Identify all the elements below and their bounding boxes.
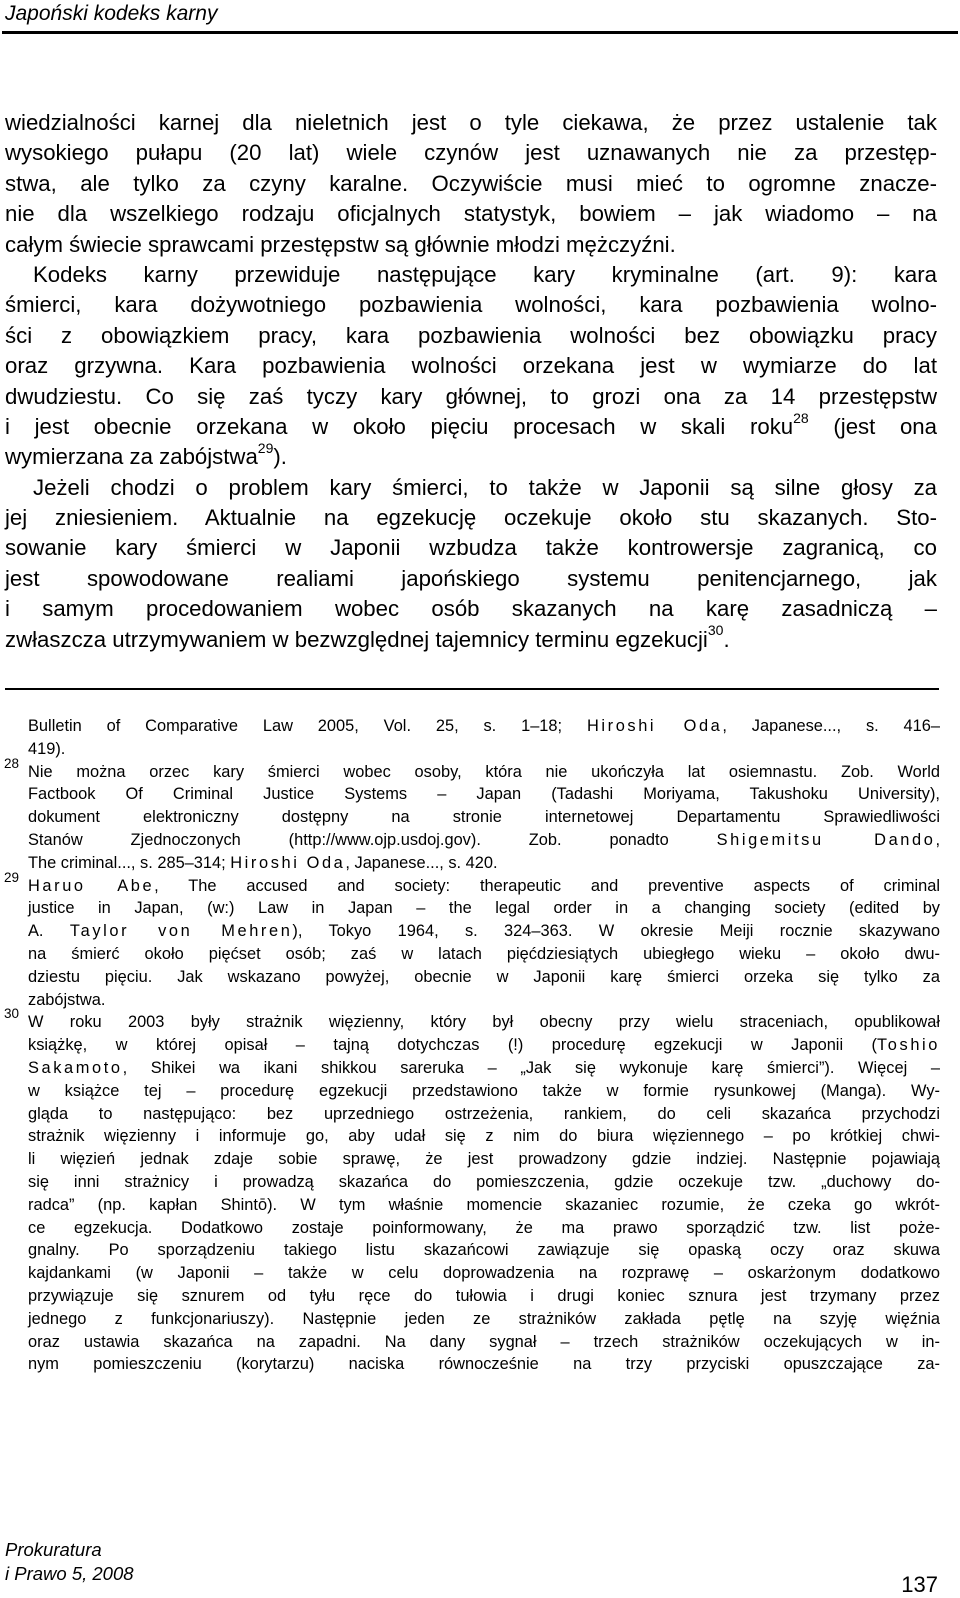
text-line: wiedzialności karnej dla nieletnich jest o tyle ciekawa, że przez ustalenie tak [5, 110, 937, 135]
footnotes [4, 715, 940, 1376]
author-name: Toshio [877, 1036, 940, 1055]
footnote-line: na śmierć około pięćset osób; zaś w latach pięćdziesiątych ubiegłego wieku – około dwu- [28, 944, 940, 963]
author-name: Haruo Abe [28, 876, 155, 895]
text-line [5, 409, 937, 442]
text-line: stwa, ale tylko za czyny karalne. Oczywiście musi mieć to ogromne znacze- [5, 170, 937, 196]
footnote-line [28, 829, 940, 852]
footnote-line: strażnik więzienny i informuje go, aby udał się z nim do biura więziennego – po krótkiej chwi- [28, 1127, 940, 1146]
journal-footer [5, 1538, 134, 1586]
text-fragment: , Japanese..., s. 420. [345, 853, 498, 872]
text-line: dwudziestu. Co się zaś tyczy kary głównej, to grozi ona za 14 przestępstw [5, 383, 937, 409]
footnote-line: nym pomieszczeniu (korytarzu) naciska równocześnie na trzy przyciski opuszczające za- [28, 1355, 940, 1374]
footnote-number: 28 [4, 755, 20, 771]
footnote-line: jednego z funkcjonariuszy). Następnie jeden ze strażników zakłada pętlę na szyję więźnia [28, 1309, 940, 1328]
footnote-line: ce egzekucja. Dodatkowo zostaje poinformowany, że ma prawo sporządzić tzw. list poże- [28, 1218, 940, 1237]
text-fragment: The criminal..., s. 285–314; [28, 853, 231, 872]
text-fragment: i jest obecnie orzekana w około pięciu procesach w skali roku [5, 413, 794, 439]
footnote-ref-30[interactable]: 30 [707, 622, 724, 639]
footnote-line: li więzień jednak zdaje sobie sprawę, że jest prowadzony gdzie indziej. Następnie pojawiają [28, 1150, 940, 1169]
footnote-28 [4, 755, 940, 784]
text-fragment: , [935, 830, 940, 849]
author-name: Sakamoto [28, 1058, 123, 1077]
footnote-line: zabójstwa. [28, 990, 106, 1009]
main-text [5, 108, 937, 655]
footnote-number: 30 [4, 1006, 20, 1022]
text-line: wysokiego pułapu (20 lat) wiele czynów jest uznawanych nie za przestęp- [5, 140, 937, 166]
text-fragment: , The accused and society: therapeutic and preventive aspects of criminal [154, 876, 940, 895]
footnote-29 [4, 869, 940, 898]
footnote-30 [4, 1006, 940, 1034]
author-name: Hiroshi Oda [586, 717, 723, 735]
running-title: Japoński kodeks karny [5, 2, 218, 25]
footnote-line: Factbook Of Criminal Justice Systems – Japan (Tadashi Moriyama, Takushoku University), [28, 785, 940, 804]
footnote-ref-29[interactable]: 29 [257, 439, 274, 456]
text-fragment: W roku 2003 były strażnik więzienny, który był obecny przy wielu straceniach, opublikował [28, 1013, 940, 1032]
text-fragment: A. [28, 922, 70, 941]
text-fragment: książkę, w której opisał – tajną dotychczas (!) procedurę egzekucji w Japonii ( [28, 1036, 878, 1055]
footnote-line: justice in Japan, (w:) Law in Japan – the legal order in a changing society (edited by [28, 899, 940, 918]
text-fragment: . [723, 626, 730, 652]
footnote-ref-28[interactable]: 28 [793, 409, 809, 426]
author-name: Shigemitsu Dando [716, 830, 936, 849]
footnote-line: radca” (np. kapłan Shintō). W tym właśnie momencie skazaniec rozumie, że czeka go wkrót- [28, 1195, 940, 1214]
text-fragment: Stanów Zjednoczonych (http://www.ojp.usdoj.gov). Zob. ponadto [28, 830, 717, 849]
footnote-line: dziestu pięciu. Jak wskazano powyżej, obecnie w Japonii karę śmierci orzeka się tylko za [28, 967, 940, 986]
journal-issue: i Prawo 5, 2008 [5, 1563, 134, 1584]
text-line: ści z obowiązkiem pracy, kara pozbawienia wolności bez obowiązku pracy [5, 322, 937, 348]
text-line: i samym procedowaniem wobec osób skazanych na karę zasadniczą – [5, 596, 937, 622]
footnote-line [28, 1034, 940, 1057]
journal-name: Prokuratura [5, 1539, 102, 1560]
text-line: Kodeks karny przewiduje następujące kary kryminalne (art. 9): kara [33, 261, 937, 287]
footnote-line: 419). [28, 739, 66, 758]
footnote-line: przywiązuje się sznurem od tyłu ręce do tułowia i drugi koniec sznura jest trzymany przez [28, 1286, 940, 1305]
text-fragment: ). [273, 444, 287, 470]
footnote-line [28, 920, 940, 943]
footnote-line: się inni strażnicy i prowadzą skazańca do pomieszczenia, gdzie oczekuje tzw. „duchowy do- [28, 1172, 940, 1191]
text-line [5, 439, 937, 472]
text-fragment: ), Tokyo 1964, s. 324–363. W okresie Meiji rocznie skazywano [292, 922, 940, 941]
text-line: jej zniesieniem. Aktualnie na egzekucję oczekuje około stu skazanych. Sto- [5, 505, 937, 531]
text-line: jest spowodowane realiami japońskiego systemu penitencjarnego, jak [5, 565, 937, 591]
footnote-line: w książce tej – procedurę egzekucji przedstawiono także w formie rysunkowej (Manga). Wy- [28, 1081, 940, 1100]
header-rule [2, 31, 958, 34]
text-line: Jeżeli chodzi o problem kary śmierci, to także w Japonii są silne głosy za [33, 474, 937, 500]
footnote-line: kajdankami (w Japonii – także w celu doprowadzenia na rozprawę – oskarżonym dodatkowo [28, 1264, 940, 1283]
text-line: całym świecie sprawcami przestępstw są głównie młodzi mężczyźni. [5, 231, 676, 257]
text-line: nie dla wszelkiego rodzaju oficjalnych statystyk, bowiem – jak wiadomo – na [5, 201, 937, 227]
author-name: Hiroshi Oda [230, 853, 346, 872]
text-fragment: Nie można orzec kary śmierci wobec osoby, która nie ukończyła lat osiemnastu. Zob. World [28, 762, 940, 781]
footnote-line [28, 1057, 940, 1080]
text-line: śmierci, kara dożywotniego pozbawienia wolności, kara pozbawienia wolno- [5, 292, 937, 318]
text-fragment: zwłaszcza utrzymywaniem w bezwzględnej tajemnicy terminu egzekucji [5, 626, 708, 652]
text-line [5, 622, 937, 655]
footnote-line [28, 852, 940, 875]
footnote-number: 29 [4, 869, 20, 885]
footnote-line [28, 715, 940, 738]
text-fragment: , Shikei wa ikani shikkou sareruka – „Jak się wykonuje karę śmierci”). Więcej – [122, 1058, 940, 1077]
footnote-line: gnalny. Po sporządzeniu takiego listu skazańcowi zawiązuje się opaską oczy oraz skuwa [28, 1241, 940, 1260]
text-fragment: wymierzana za zabójstwa [5, 444, 258, 470]
text-line: oraz grzywna. Kara pozbawienia wolności orzekana jest w wymiarze do lat [5, 353, 937, 379]
text-fragment: Bulletin of Comparative Law 2005, Vol. 25, s. 1–18; [28, 717, 587, 735]
text-fragment: (jest ona [833, 413, 937, 439]
footnote-separator [5, 688, 939, 690]
text-fragment: , Japanese..., s. 416– [722, 717, 940, 735]
author-name: Taylor von Mehren [69, 922, 293, 941]
text-line: sowanie kary śmierci w Japonii wzbudza także kontrowersje zagranicą, co [5, 535, 937, 561]
page-number: 137 [901, 1572, 938, 1597]
footnote-line: gląda to następująco: bez uprzedniego ostrzeżenia, rankiem, do celi skazańca przychodzi [28, 1104, 940, 1123]
footnote-line: dokument elektroniczny dostępny na stronie internetowej Departamentu Sprawiedliwości [28, 808, 940, 827]
footnote-line: oraz ustawia skazańca na zapadni. Na dany sygnał – trzech strażników oczekujących w in- [28, 1332, 940, 1351]
